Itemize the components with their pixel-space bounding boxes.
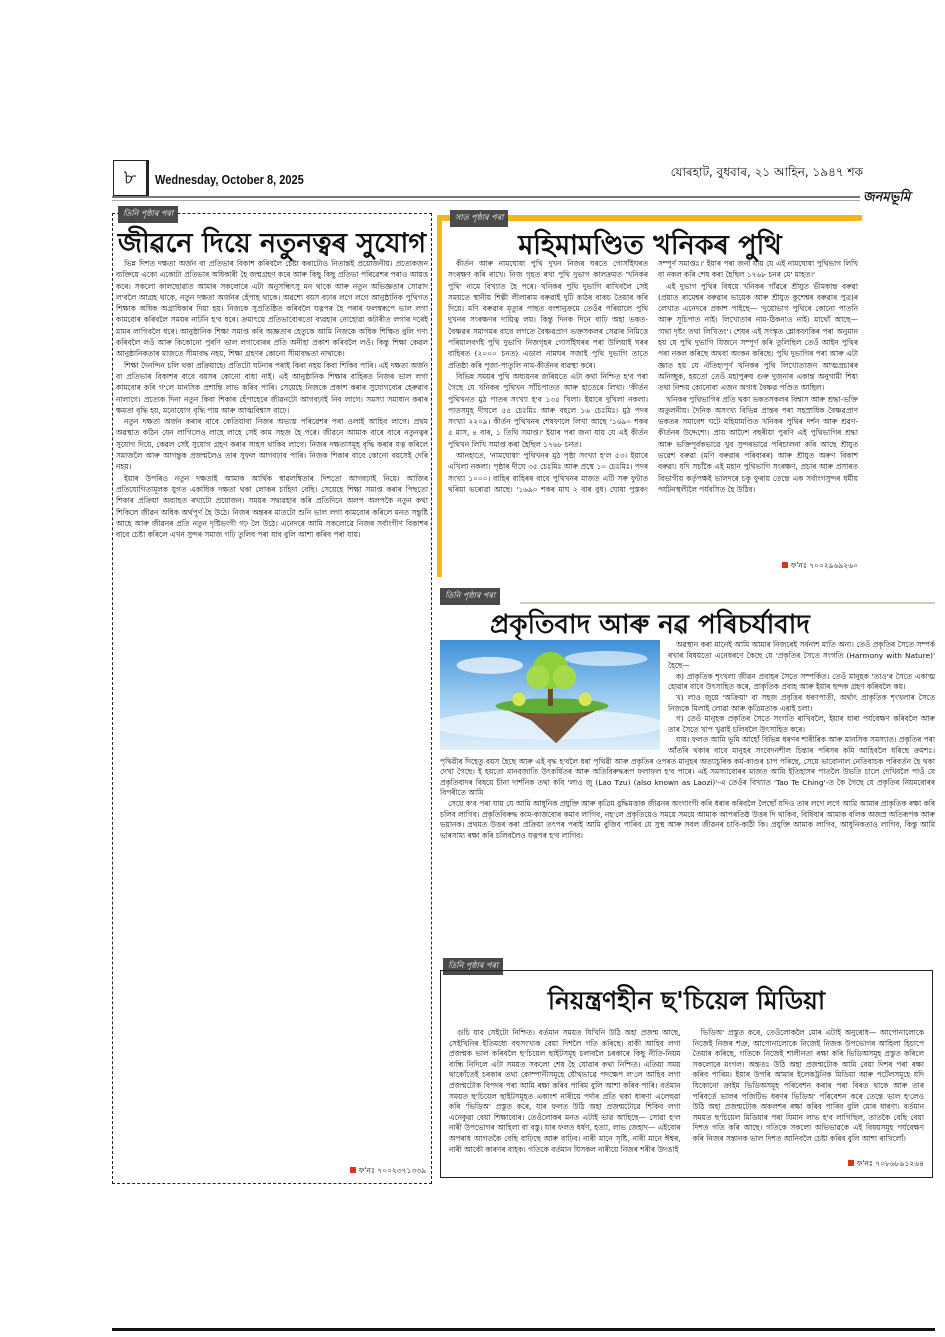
paragraph: খনিকৰ পুথিভাগিৰ প্ৰতি থকা ভকতসকলৰ বিশ্বাস আৰু শ্ৰদ্ধা-ভক্তি অতুলনীয়। দৈনিক অসংখ্য বিভিন্ন প্ৰান্তৰ পৰা সহস্ৰাধিক বৈষ্ণৱপ্ৰাণ ভকতৰ সমাবেশ ঘটে মহিমামণ্ডিত খনিকৰ পুথিৰ দৰ্শন আৰু শ্ৰৱণ-কীৰ্তনৰ উদ্দেশ্যে। প্ৰায় আঢ়ৈশ বছৰীয়া পুৰণি এই পুথিভাগিৰ শ্ৰদ্ধা আৰু ভক্তিপূৰ্বকভাৱে খুব সুন্দৰভাৱে পৰিচালনা কৰি আছে শ্ৰীযুত ভৱেশ বৰুৱা (মণি বৰুৱাৰ পৰিবাৰৰ) আৰু শ্ৰীযুত অৰুণ বিকাশ বৰুৱা। যদি সচাঁকৈ এই মহান পুথিভাগি সংৰক্ষণ, প্ৰচাৰ আৰু প্ৰসাৰত বিভাগীয় কৰ্তৃপক্ষই ভালদৰে চকু ফুৰায় তেন্তে এক সৰ্বাংগসুন্দৰ ধৰ্মীয় পৰ্যটনস্থলীলৈ পৰ্যবসিত হৈ উঠিব। — [658, 394, 858, 494]
continued-tag: তিনি পৃষ্ঠাৰ পৰা — [118, 206, 178, 223]
continued-tag: তিনি পৃষ্ঠাৰ পৰা — [440, 588, 500, 605]
paragraph: কীৰ্তন আৰু নামঘোষা পুথি দুখন নিজৰ ঘৰতে গোসাঁইঘৰত সংৰক্ষণ কৰি ৰাখে। নিজ গৃহত ৰখা পুথি দুভাগ কালক্ৰমত 'খনিকৰ পুথি' নামে বিখ্যাত হৈ পৰে। খনিকৰ পুথি দুভাগি ৰাখিবলৈ সেই সময়তে স্থানীয় শিল্পী লীলাৰাম বৰুৱাই দুটি কাঠৰ বাকচ তৈয়াৰ কৰি দিয়ে। মণি বৰুৱাৰ মৃত্যুৰ পাছত বংশানুক্ৰমে তেওঁৰ পৰিয়ালে পুথি দুখনৰ সংৰক্ষণৰ দায়িত্ব লয়। কিন্তু দিনক দিনে বাঢ়ি অহা ভকত-বৈষ্ণৱৰ সমাগমৰ বাবে লগতে বৈষ্ণৱপ্ৰাণ ভক্তসকলৰ সেৱাৰ নিমিত্তে পৰিয়ালবৰ্গই পুথি দুভাগি নিজগৃহৰ গোসাঁইঘৰৰ পৰা উলিয়াই ঘৰৰ বাহিৰত (২০০০ চনত) এডাল নামঘৰ সজাই পুথি দুভাগি তাতে প্ৰতিষ্ঠা কৰি পূজা-পাতুলি নাম-কীৰ্তনৰ ব্যৱস্থা কৰে। — [448, 259, 648, 370]
paragraph: যায়। ফলত আমি ভূমি আহোঁ বিভিন্ন ধৰণৰ শাৰীৰিক আৰু মানসিক সমস্যাত। প্ৰকৃতিৰ পৰা আঁতৰি থকাৰ বাবে মানুহৰ সংবেদনশীল চিন্তাৰ পৰিসৰ কমি আহিবলৈ ধৰিছে ক্ৰমশঃ। পৃথিৱীৰ দিহেতু বয়স হৈছে আৰু এই বৃদ্ধ হ'বলৈ ধৰা পৃথিৱী আৰু প্ৰকৃতিৰ ওপৰত মানুহৰ অত্যাচুৰিক কৰ্ম-কাণ্ডৰ চাপ পৰিছে, সেয়ে ভাবোনাল নেতিবাচক পৰিবৰ্তন হৈ থকা দেখা গৈছে। ই হয়তো মানবজাতি উৎকৰ্ষিতৰ আৰু অতিবিৰুদ্ধৰূপ ফলাফল হ'ব পাৰে। এই সমস্যাবোৰৰ মাজত আমি ইতিহাসৰ পাতলৈ উভতি চালে দেখিবলৈ পাওঁ যে প্ৰকৃতিবাদৰ বিষয়ে চীনা দাৰ্শনিক তথা কবি 'লাও জু (Lao Tzu) (also known as Laozi)'-এ তেওঁৰ বিখ্যাত 'Tao Te Ching'-ত কৈ গৈছে যে প্ৰকৃতিৰ নিয়মবোৰৰ বিপৰীতে আমি — [440, 735, 935, 798]
paragraph: সেয়ে ক'ব পৰা যায় যে আমি আধুনিক প্ৰযুক্তি আৰু কৃত্ৰিম বুদ্ধিমত্তাক জীৱনৰ অংগাংগী কৰি ধৰাৰ কৰিবলৈ লৈছোঁ যদিও তাৰ লগে লগে আমি আমাৰ প্ৰাকৃতিক ৰক্ষা কৰি চলিব লাগিব। প্ৰকৃতিবিৰুদ্ধ কাম-কাজবোৰ কমাব লাগিব, নহ'লে প্ৰকৃতিয়েও সময়ে সময়ে আমাক আপৰতিষ্ঠ উত্তৰ দি থাকিব, বিধিবাৰ আমাক বলিক অজস্ৰ অতিৰূপক আৰু ভয়ানক। প্ৰথমত উত্তৰ কৰা প্ৰক্ৰিয়া তৎপৰ পৰাই আমি বুজিব পাৰিব যে সুস্থ আৰু সবল জীৱনৰ চাবি-কাঠী কি। প্ৰযুক্তি আমাক লাগিব, আধুনিকতাও লাগিব, কিন্তু আমি ভাৰসাম্য ৰক্ষা কৰি চলিবলৈও যত্নপৰ হ'ব লাগিব। — [440, 798, 935, 840]
footer-rule — [112, 1328, 935, 1331]
article-title: প্ৰকৃতিবাদ আৰু নৱ পৰিচৰ্যাবাদ — [490, 610, 810, 640]
paragraph: বিভিন্ন সময়ৰ পুথি অধ্যয়নৰ জৰিয়তে এটা কথা নিশ্চিত হ'ব পৰা গৈছে যে খনিকৰ পুথিখন সাঁচিপাতত আৰু হাতেৰে লিখা। 'কীৰ্তন পুথিখনত মুঠ পাতৰ সংখ্যা হ'ব ১৩৫ খিলা। ইয়াৰে দুখিলা নকলা। পাতসমূহ দীঘলে ৫৫ চেঃমিঃ আৰু বহলে ১৬ চেঃমিঃ। মুঠ পদৰ সংখ্যা ২২০৯। কীৰ্তন পুথিখনৰ শেষফালে লিখা আছে '১৬৯০ শকৰ ৫ মাস, ৪ বাৰ, ১ তিথি সমাপ্ত।' ইয়াৰ পৰা জনা যায় যে এই কীৰ্তন পুথিখন লিখি সমাপ্ত কৰা হৈছিল ১৭৬৮ চনত। — [448, 371, 648, 449]
article-body — [440, 640, 935, 841]
paragraph: এই দুভাগ পুথিৰ বিষয়ে খনিকৰ গাঁৱৰে শ্ৰীযুত ভীমকান্ত বৰুৱা (প্ৰয়াত ৰামেশ্বৰ বৰুৱাৰ ভায়েক আৰু শ্ৰীযুত কুশেশ্বৰ বৰুৱাৰ পুত্ৰ)ৰ লেখাত এনেদৰে প্ৰকাশ পাইছে— 'দুয়োভাগ পুথিৰে কোনো পাতনি আৰু সূচিপাত নাই। লিখোতাৰ নাম-ঠিকনাও নাই। মাথোঁ আছে— 'যথা দৃষ্টং তথা লিখিতং'। শেষৰ এই সংস্কৃত শ্লোকফাকিৰ পৰা অনুমান হয় যে পুথি দুভাগি যিজনে সম্পূৰ্ণ কৰি তুলিছিল তেওঁ আইন পুথিৰ পৰা নকল কৰিছে অথবা অংকন কৰিছে। পুথি দুভাগিৰ পৰা আৰু এটা জ্ঞাত হয় যে ঐতিহ্যপূৰ্ণ খনিকৰ পুথি লিখোতাজন আত্মপ্ৰচাৰৰ অনিচ্ছুক, হয়তো তেওঁ মহাপুৰুষ গুৰু দুজনাৰ একান্ত অনুগামী শিষ্য তথা নিশ্চয় কোনোবা এজন অগাধ বৈষ্ণৱ পণ্ডিত আছিল। — [658, 281, 858, 393]
paragraph: ভিডিঅ' প্ৰস্তুত কৰে, তেওঁলোকলৈ মোৰ এটাই অনুৰোধ— আপোনালোকে নিজেই নিজৰ শত্ৰু, আপোনালোকে নিজেই নিজক উপভোগৰ আহিলা হিচাপে তৈয়াৰ কৰিছে, গতিকে নিজেই শালীনতা ৰক্ষা কৰি ভিডিঅসমূহ প্ৰস্তুত কৰিলে সকলোৰে মংগল। অন্ততঃ উঠি অহা প্ৰজন্মটোক আমি বেয়া দিশৰ পৰা ৰক্ষা কৰিব পাৰিম। ইয়াৰ উপৰি আমাৰ ইলেকট্ৰনিক মিডিয়া আৰু পৰ্টেলসমূহে যদি যিকোনো ক্ৰাইম ভিডিঅসমূহ পৰিবেশন কৰাৰ পৰা বিৰত থাকে আৰু তাৰ পৰিবৰ্তে ভালৰ পজিটিভ ধৰণৰ ভিডিঅ' পৰিবেশন কৰে তেন্তে ভাল হ'লেও উঠি অহা প্ৰজন্মটোক অকলশৰ ৰক্ষা কৰিব পাৰিব বুলি মোৰ ধাৰণা। বৰ্তমান সময়ত ছ'চিয়েল মিডিয়াৰ পৰা যিমান লাভ হ'ব লাগিছিল, তাতকৈ বেছি বেয়া দিশত গতি কৰি আছে। গতিকে সকলো অভিভাৱকে এই বিষয়সমূহ পৰ্যবেক্ষণ কৰি নিজৰ সন্তানক ভাল দিশত আনিবলৈ চেষ্টা কৰিব বুলি আশা ৰাখিলোঁ। — [692, 1028, 924, 1143]
paragraph: শিক্ষা দৈনন্দিন চলি থকা প্ৰক্ৰিয়াহে। প্ৰতিটো ঘটনাৰ পৰাই কিবা নহয় কিবা শিকিব পাৰি। এই দক্ষতা অৰ্জন বা প্ৰতিভাৰ বিকাশৰ বাবে বয়সৰ কোনো বাধা নাই। এই আনুষ্ঠানিক শিক্ষাৰ বাহিৰত নিজৰ ভাল লগা কামবোৰ কৰি গ'লে মানসিক প্ৰশান্তি লাভ কৰিব পাৰি। সেয়েহে নিজকে প্ৰকাশ কৰাৰ সুযোগবোৰ হেৰুৱাব নালাগে। প্ৰত্যেক দিনা নতুন কিবা শিকাৰ হেঁপাহেৰে জীৱনটো আগবঢ়াই নিব লাগে। সমস্যা সমাধান কৰাৰ ক্ষমতা বৃদ্ধি হয়, মনোযোগ বৃদ্ধি পায় আৰু আত্মবিশ্বাস বাঢ়ে। — [116, 360, 428, 415]
paragraph: আনহাতে, 'নামঘোষা' পুথিখনৰ মুঠ পৃষ্ঠা সংখ্যা হ'ল ৫৩। ইয়াৰে এখিলা নকলা। পৃষ্ঠাৰ দীঘে ৩৫ চেঃমিঃ আৰু প্ৰস্থে ১০ চেঃমিঃ। পদৰ সংখ্যা ১০০০। বাহিৰ বাহিৰৰ বাবে পুথিখনৰ মাজত এটি সৰু ফুটাত থৰিয়া ভৰোৱা আছে। '১৬৯০ শকৰ মাঘ ২ বাৰ বুধ। ঘোষা পুস্তকং সম্পূৰ্ণ সমাপ্তঃ।' ইয়াৰ পৰা জনা যায় যে এই নামঘোষা পুথিভাগ লিখি বা নকল কৰি শেষ কৰা হৈছিল ১৭৬৮ চনৰ মে' মাহত।' — [448, 259, 858, 494]
floating-island-image — [440, 640, 660, 750]
article-body — [116, 258, 428, 1148]
paragraph: ক) প্ৰাকৃতিক শৃংখলা জীৱন প্ৰবাহৰ সৈতে সম্পৰ্কিত। তেওঁ মানুহক 'তাও'ৰ সৈতে একাত্ম হোৱাৰ বাবে উৎসাহিত কৰে, প্ৰাকৃতিক প্ৰবাহ আৰু ইয়াৰ ছন্দক গ্ৰহণ কৰিবলৈ কয়। — [668, 671, 935, 692]
continued-tag: তিনি পৃষ্ঠাৰ পৰা — [443, 958, 503, 975]
article-body — [448, 258, 858, 558]
contact-phone — [449, 1159, 924, 1171]
article-social-media — [440, 970, 933, 1178]
paragraph: ইয়াৰ উপৰিও নতুন দক্ষতাই আমাক আৰ্থিক স্বাৱলম্বিতাৰ দিশতো আগবঢ়াই নিয়ে। আজিৰ প্ৰতিযোগিতামূলক যুগত একাধিক দক্ষতা থকা লোকৰ চাহিদা বেছি। সেয়েহে শিক্ষা সমাপ্ত কৰাৰ পিছতো শিকাৰ প্ৰক্ৰিয়া অব্যাহত ৰখাটো প্ৰয়োজন। সময়ৰ সদ্ব্যৱহাৰ কৰি প্ৰতিদিনে অলপ অলপকৈ নতুন কথা শিকিলে জীৱন অধিক অৰ্থপূৰ্ণ হৈ উঠে। নিজৰ অন্তৰৰ মাতটো শুনি ভাল লগা কামবোৰ কৰিলে মনত সন্তুষ্টি আহে আৰু জীৱনৰ প্ৰতি নতুন দৃষ্টিভংগী গঢ় লৈ উঠে। এনেদৰে আমি সকলোৱে নিজৰ সৰ্বাংগীণ বিকাশৰ বাবে চেষ্টা কৰিলে এখন সুন্দৰ সমাজ গঢ়ি তুলিব পৰা যাব বুলি আশা কৰিব পৰা যায়। — [116, 473, 428, 540]
bullet-icon — [848, 1160, 854, 1166]
paragraph: ভিন্ন দিশত দক্ষতা অৰ্জন বা প্ৰতিভাৰ বিকাশ কৰিবলৈ চেষ্টা কৰাটোও নিতান্তই প্ৰয়োজনীয়। প্ৰত্যেকজন ব্যক্তিয়ে একো একোটা প্ৰতিভাৰ অধিকাৰী হৈ জন্মগ্ৰহণ কৰে আৰু কিছু কিছু প্ৰতিভা পৰিৱেশৰ পৰাও আয়ত্ত কৰে। সকলো কালছোৱাত আমাৰ সকলোৰে এটা অনুসন্ধিৎসু মন থাকে আৰু নতুন অভিজ্ঞতাৰ সোৱাদ ল'বলৈ আগ্ৰহ থাকে, নতুন দক্ষতা অৰ্জনৰ হেঁপাহ থাকে। অৱশ্যে বয়স বঢ়াৰ লগে লগে আনুষ্ঠানিক পুথিগত শিক্ষাক অধিক অগ্ৰাধিকাৰ দিয়া হয়। নিজকে সুপ্ৰতিষ্ঠিত কৰিবলৈ যত্নপৰ হৈ পৰাৰ ফলস্বৰূপে ভাল লগা কামবোৰ কৰিবলৈ সময়ৰ নাটনি হ'ব ধৰে। ক্ৰমাৎয়ে প্ৰতিভাবোৰতো ব্যৱহাৰ নোহোৱা কটাৰীত লগাৰ দৰেই মামৰ লাগিবলৈ ধৰে। আনুষ্ঠানিক শিক্ষা সমাপ্ত কৰি অজ্ঞতাৰ হেতুকে আমি নিজকে অধিক শিক্ষিত বুলি গণ্য কৰিবলৈ লওঁ আৰু কিকোনো পুৰণি ভাল লগাবোৰৰ প্ৰতি অনীহা প্ৰকাশ কৰিবলৈ লওঁ। কিন্তু শিক্ষা কেৱল আনুষ্ঠানিকতাৰ মাজতে সীমাবদ্ধ নহয়, শিক্ষা গ্ৰহণৰ কোনো সীমাবদ্ধতা নাথাকে। — [116, 259, 428, 359]
newspaper-logo: জনমভূমি — [860, 188, 913, 209]
article-title: মহিমামণ্ডিত খনিকৰ পুথি — [518, 230, 782, 261]
contact-phone — [660, 561, 858, 573]
paragraph: গুচি যাব সেইটো নিশ্চিত। বৰ্তমান সময়ত যিখিনি উঠি অহা প্ৰজন্ম আছে, সেইখিনিৰ ইতিমধ্যে বহুসংখ্যক বেয়া দিশলৈ গতি কৰিছে। বাকী আহিব লগা প্ৰজন্মক ভাল কৰিবলৈ ছ'চিয়েল ছাইটসমূহ চলাবলৈ চৰকাৰে কিছু নীতি-নিয়ম বান্ধি নিদিলে এটা সময়ত সকলো শেষ হৈ যোৱাৰ কথা নিশ্চিত। এতিয়া সময় থাকোঁতেই চৰকাৰ তথা কোম্পানীসমূহে যৌথভাৱে পদক্ষেপ ল'লে আহিব লগা প্ৰজন্মটোক বিপদৰ পৰা আমি ৰক্ষা কৰিব পাৰিম বুলি আশা কৰিব পাৰি। বৰ্তমান সময়ত ছ'চিয়েল ছাইটসমূহত একাংশ নাৰীয়ে পৰ্দাৰ প্ৰতি থকা ধাৰণা এলেহুৱা কৰি 'ভিডিঅ' প্ৰস্তুত কৰে, যাৰ ফলত উঠি অহা প্ৰজন্মটোৱে শিকিব লগা এনেকুৱা বেয়া শিক্ষাবোৰ। তেওঁলোকৰ মনত এটাই ভাৱ আহিছে— সোৱা হ'ল নাৰী উপভোগৰ আহিলা বা বস্তু। যাৰ ফলত ধৰ্ষণ, হত্যা, লাভ জেহাদ— এইবোৰ অপৰাধ আগতকৈ বেছি বাঢ়িছে আৰু বাঢ়িব। নাৰী মানে সৃষ্টি, নাৰী মানে ঈশ্বৰ, নাৰী আকৌ কাৰণৰ বাহক। গতিকে বৰ্তমান যিসকল নাৰীয়ে নিজৰ শৰীৰ উদঙাই — [449, 1028, 681, 1154]
continued-tag: সাত পৃষ্ঠাৰ পৰা — [450, 210, 508, 227]
paragraph: অৱস্থান কৰা মানেই আমি আমাৰ নিজৰেই সৰ্বনাশ মাতি অনা। তেওঁ প্ৰকৃতিৰ সৈতে সম্পৰ্ক ৰখাৰ বিষয়তো এনেধৰণে কৈছে যে 'প্ৰকৃতিৰ সৈতে সংগতি (Harmony with Nature)' হৈছে— — [668, 640, 935, 671]
phone-text: ফ'নঃ ৭০০২৩৭১৩৩৯ — [358, 1166, 426, 1175]
article-title: জীৱনে দিয়ে নতুনত্বৰ সুযোগ — [117, 228, 427, 259]
phone-text: ফ'নঃ ৭০০২৯৬৯২৬০ — [790, 561, 858, 570]
paragraph: নতুন দক্ষতা অৰ্জন কৰাৰ বাবে কেতিয়াবা নিজৰ অভ্যস্ত পৰিৱেশৰ পৰা ওলাই আহিব লাগে। প্ৰথম অৱস্থাত কঠিন যেন লাগিলেও লাহে লাহে সেই কাম সহজ হৈ পৰে। জীৱনে আমাক বাৰে বাৰে নতুনত্বৰ সুযোগ দিয়ে, কেৱল সেই সুযোগ গ্ৰহণ কৰাৰ সাহস থাকিব লাগে। নিজৰ দক্ষতাসমূহ বৃদ্ধি কৰাৰ যত্ন কৰিলে সমাজলৈ আৰু আগন্তুক প্ৰজন্মলৈও তাৰ সুফল আগবঢ়াব পাৰি। নিজক শিকাৰ বাবে কোনো বয়সেই দেৰি নহয়। — [116, 417, 428, 472]
place-date: যোৰহাট, বুধবাৰ, ২১ আহিন, ১৯৪৭ শক — [670, 165, 863, 179]
edition-date: Wednesday, October 8, 2025 — [155, 172, 304, 187]
article-title: নিয়ন্ত্ৰণহীন ছ'চিয়েল মিডিয়া — [547, 986, 826, 1015]
article-body — [449, 1028, 924, 1155]
paragraph: গ) তেওঁ মানুহক প্ৰকৃতিৰ সৈতে সংগতি ৰাখিবলৈ, ইয়াৰ ধাৰা পৰ্যবেক্ষণ কৰিবলৈ আৰু তাৰ সৈতে খাপ খুৱাই চলিবলৈ উৎসাহিত কৰে। — [668, 714, 935, 734]
phone-text: ফ'নঃ ৭০৮৬৮৯১২৬৪ — [856, 1159, 924, 1169]
paragraph: খ) লাও জুয়ে 'অক্ৰিয়া' বা সহজ প্ৰবৃত্তিৰ ধৰণপাতী, অৰ্থাৎ প্ৰাকৃতিক শৃংখলাৰ সৈতে নিজকে মিলাই লোৱা আৰু কৃত্ৰিমতাক এৰাই চলা। — [668, 692, 935, 713]
page-number: ৮ — [113, 160, 149, 198]
bullet-icon — [350, 1167, 356, 1173]
contact-phone — [116, 1166, 426, 1178]
header-rule — [112, 196, 862, 201]
bullet-icon — [782, 562, 788, 568]
